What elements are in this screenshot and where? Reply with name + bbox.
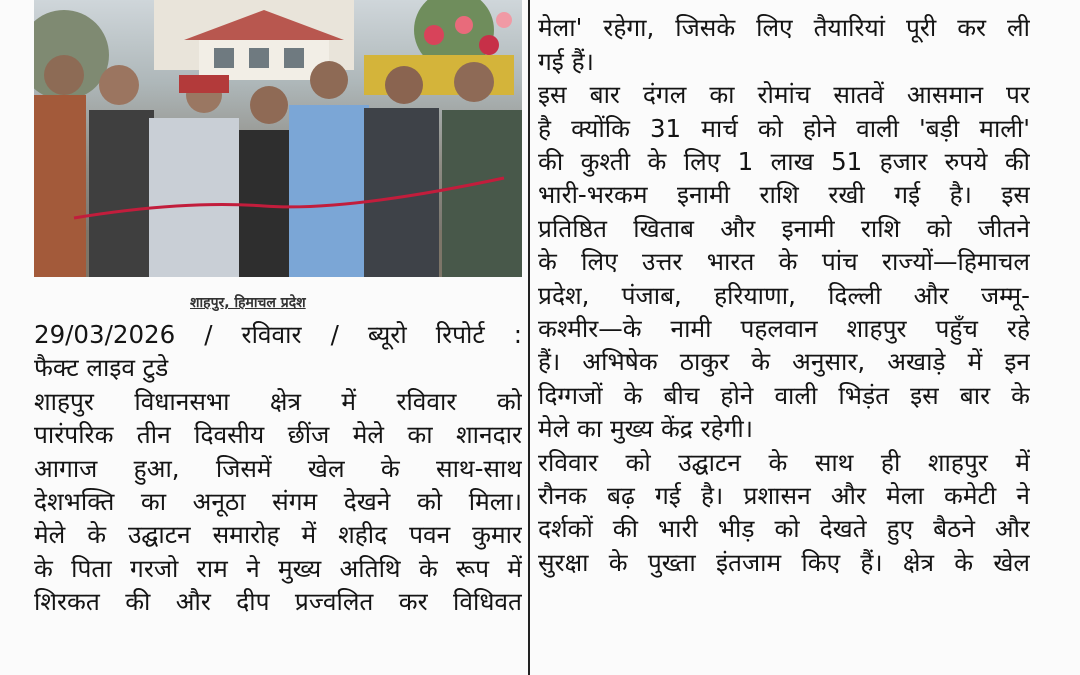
- text-line: मेले के उद्घाटन समारोह में शहीद पवन कुमार: [34, 520, 522, 550]
- text-line: भारी-भरकम इनामी राशि रखी गई है। इस: [538, 180, 1030, 210]
- text-line: प्रदेश, पंजाब, हरियाणा, दिल्ली और जम्मू-: [538, 280, 1030, 310]
- ribbon-cutting-photo: [34, 0, 522, 277]
- text-line: पारंपरिक तीन दिवसीय छींज मेले का शानदार: [34, 420, 522, 450]
- dateline: 29/03/2026 / रविवार / ब्यूरो रिपोर्ट :: [34, 320, 522, 349]
- text-line: मेले का मुख्य केंद्र रहेगी।: [538, 414, 754, 444]
- text-line: दिग्गजों के बीच होने वाली भिड़ंत इस बार के: [538, 380, 1030, 410]
- text-line: के लिए उत्तर भारत के पांच राज्यों—हिमाचल: [538, 247, 1030, 277]
- ribbon-cutting-photo-drawing: [34, 0, 522, 277]
- text-line: है क्योंकि 31 मार्च को होने वाली 'बड़ी माली': [538, 113, 1030, 143]
- clipped-top-line: [538, 0, 1030, 11]
- text-line: शाहपुर विधानसभा क्षेत्र में रविवार को: [34, 386, 522, 416]
- photo-caption: शाहपुर, हिमाचल प्रदेश: [190, 295, 306, 311]
- text-line: कश्मीर—के नामी पहलवान शाहपुर पहुँच रहे: [538, 314, 1030, 344]
- text-line: सुरक्षा के पुख्ता इंतजाम किए हैं। क्षेत्र के खेल: [538, 547, 1030, 577]
- right-column-text: [538, 0, 1030, 579]
- text-line: देशभक्ति का अनूठा संगम देखने को मिला।: [34, 487, 522, 517]
- column-divider: [528, 0, 530, 675]
- text-line: रौनक बढ़ गई है। प्रशासन और मेला कमेटी ने: [538, 481, 1030, 511]
- text-line: के पिता गरजो राम ने मुख्य अतिथि के रूप में: [34, 553, 522, 583]
- text-line: रविवार को उद्घाटन के साथ ही शाहपुर में: [538, 447, 1030, 477]
- text-line: मेला' रहेगा, जिसके लिए तैयारियां पूरी कर ली: [538, 13, 1030, 43]
- byline: फैक्ट लाइव टुडे: [34, 353, 169, 383]
- text-line: दर्शकों की भारी भीड़ को देखते हुए बैठने और: [538, 514, 1030, 544]
- left-column-text: [34, 318, 522, 619]
- text-line: की कुश्ती के लिए 1 लाख 51 हजार रुपये की: [538, 147, 1030, 177]
- text-line: हैं। अभिषेक ठाकुर के अनुसार, अखाड़े में इन: [538, 347, 1030, 377]
- text-line: प्रतिष्ठित खिताब और इनामी राशि को जीतने: [538, 213, 1030, 243]
- text-line: गई हैं।: [538, 46, 594, 76]
- text-line: इस बार दंगल का रोमांच सातवें आसमान पर: [538, 80, 1030, 110]
- text-line: शिरकत की और दीप प्रज्वलित कर विधिवत: [34, 587, 522, 617]
- text-line: आगाज हुआ, जिसमें खेल के साथ-साथ: [34, 453, 522, 483]
